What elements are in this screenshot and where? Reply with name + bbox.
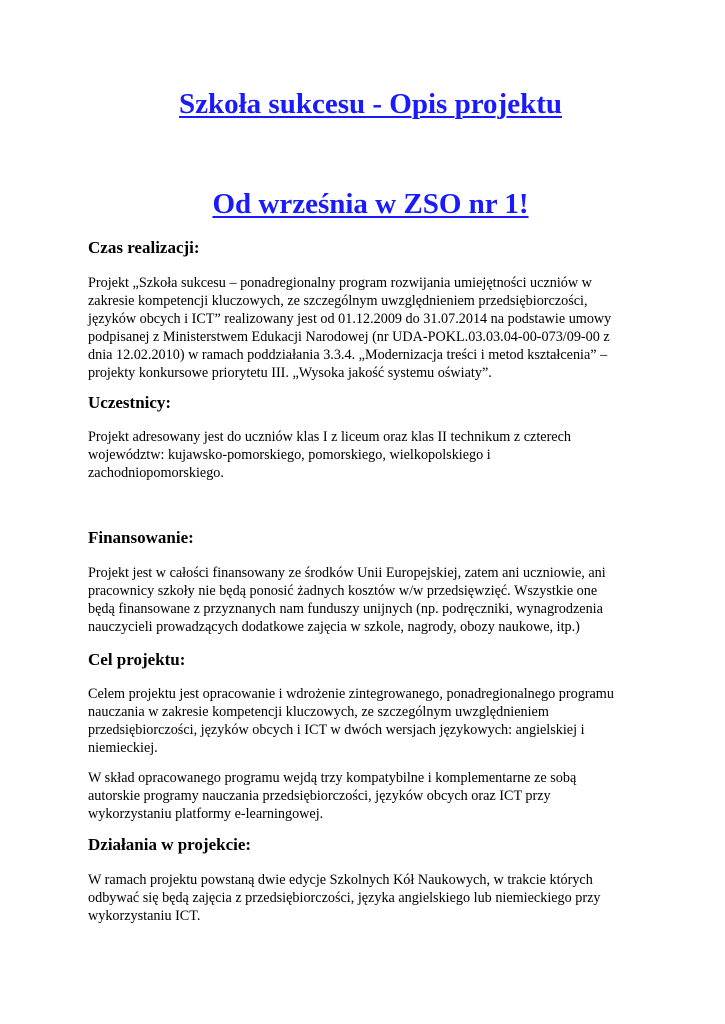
heading-dzialania: Działania w projekcie: <box>88 835 252 854</box>
text-line: pracownicy szkoły nie będą ponosić żadnych kosztów w/w przedsięwzięć. Wszystkie one <box>88 583 598 599</box>
text-line: projekty konkursowe priorytetu III. „Wysoka jakość systemu oświaty”. <box>88 365 492 381</box>
text-line: W ramach projektu powstaną dwie edycje Szkolnych Kół Naukowych, w trakcie których <box>88 872 593 888</box>
text-line: podpisanej z Ministerstwem Edukacji Narodowej (nr UDA-POKL.03.03.04-00-073/09-00 z <box>88 329 610 345</box>
heading-czas-realizacji: Czas realizacji: <box>88 238 200 257</box>
paragraph-dzialania <box>88 871 648 925</box>
text-line: Projekt „Szkoła sukcesu – ponadregionalny program rozwijania umiejętności uczniów w <box>88 275 592 291</box>
text-line: województw: kujawsko-pomorskiego, pomorskiego, wielkopolskiego i <box>88 447 491 463</box>
paragraph-finansowanie <box>88 564 648 636</box>
document-subtitle: Od września w ZSO nr 1! <box>212 188 529 220</box>
text-line: autorskie programy nauczania przedsiębiorczości, języków obcych oraz ICT przy <box>88 788 551 804</box>
text-line: niemieckiej. <box>88 740 158 756</box>
heading-cel-projektu: Cel projektu: <box>88 650 186 669</box>
heading-finansowanie: Finansowanie: <box>88 528 194 547</box>
text-line: Celem projektu jest opracowanie i wdrożenie zintegrowanego, ponadregionalnego programu <box>88 686 614 702</box>
text-line: wykorzystaniu ICT. <box>88 908 201 924</box>
text-line: zachodniopomorskiego. <box>88 465 224 481</box>
text-line: Projekt jest w całości finansowany ze środków Unii Europejskiej, zatem ani uczniowie, ani <box>88 565 606 581</box>
text-line: zakresie kompetencji kluczowych, ze szczególnym uwzględnieniem przedsiębiorczości, <box>88 293 588 309</box>
text-line: W skład opracowanego programu wejdą trzy kompatybilne i komplementarne ze sobą <box>88 770 577 786</box>
heading-uczestnicy: Uczestnicy: <box>88 393 172 412</box>
text-line: Projekt adresowany jest do uczniów klas I z liceum oraz klas II technikum z czterech <box>88 429 571 445</box>
document-title: Szkoła sukcesu - Opis projektu <box>179 88 562 120</box>
text-line: dnia 12.02.2010) w ramach poddziałania 3.3.4. „Modernizacja treści i metod kształcenia” – <box>88 347 608 363</box>
text-line: odbywać się będą zajęcia z przedsiębiorczości, języka angielskiego lub niemieckiego przy <box>88 890 601 906</box>
paragraph-cel-projektu-2 <box>88 769 648 823</box>
text-line: nauczania w zakresie kompetencji kluczowych, ze szczególnym uwzględnieniem <box>88 704 549 720</box>
paragraph-czas-realizacji <box>88 274 648 382</box>
paragraph-cel-projektu <box>88 685 648 757</box>
text-line: wykorzystaniu platformy e-learningowej. <box>88 806 324 822</box>
paragraph-uczestnicy <box>88 428 648 482</box>
text-line: języków obcych i ICT” realizowany jest od 01.12.2009 do 31.07.2014 na podstawie umowy <box>88 311 612 327</box>
text-line: nauczycieli prowadzących dodatkowe zajęcia w szkole, nagrody, obozy naukowe, itp.) <box>88 619 580 635</box>
text-line: przedsiębiorczości, języków obcych i ICT w dwóch wersjach językowych: angielskiej i <box>88 722 585 738</box>
text-line: będą finansowane z przyznanych nam funduszy unijnych (np. podręczniki, wynagrodzenia <box>88 601 603 617</box>
